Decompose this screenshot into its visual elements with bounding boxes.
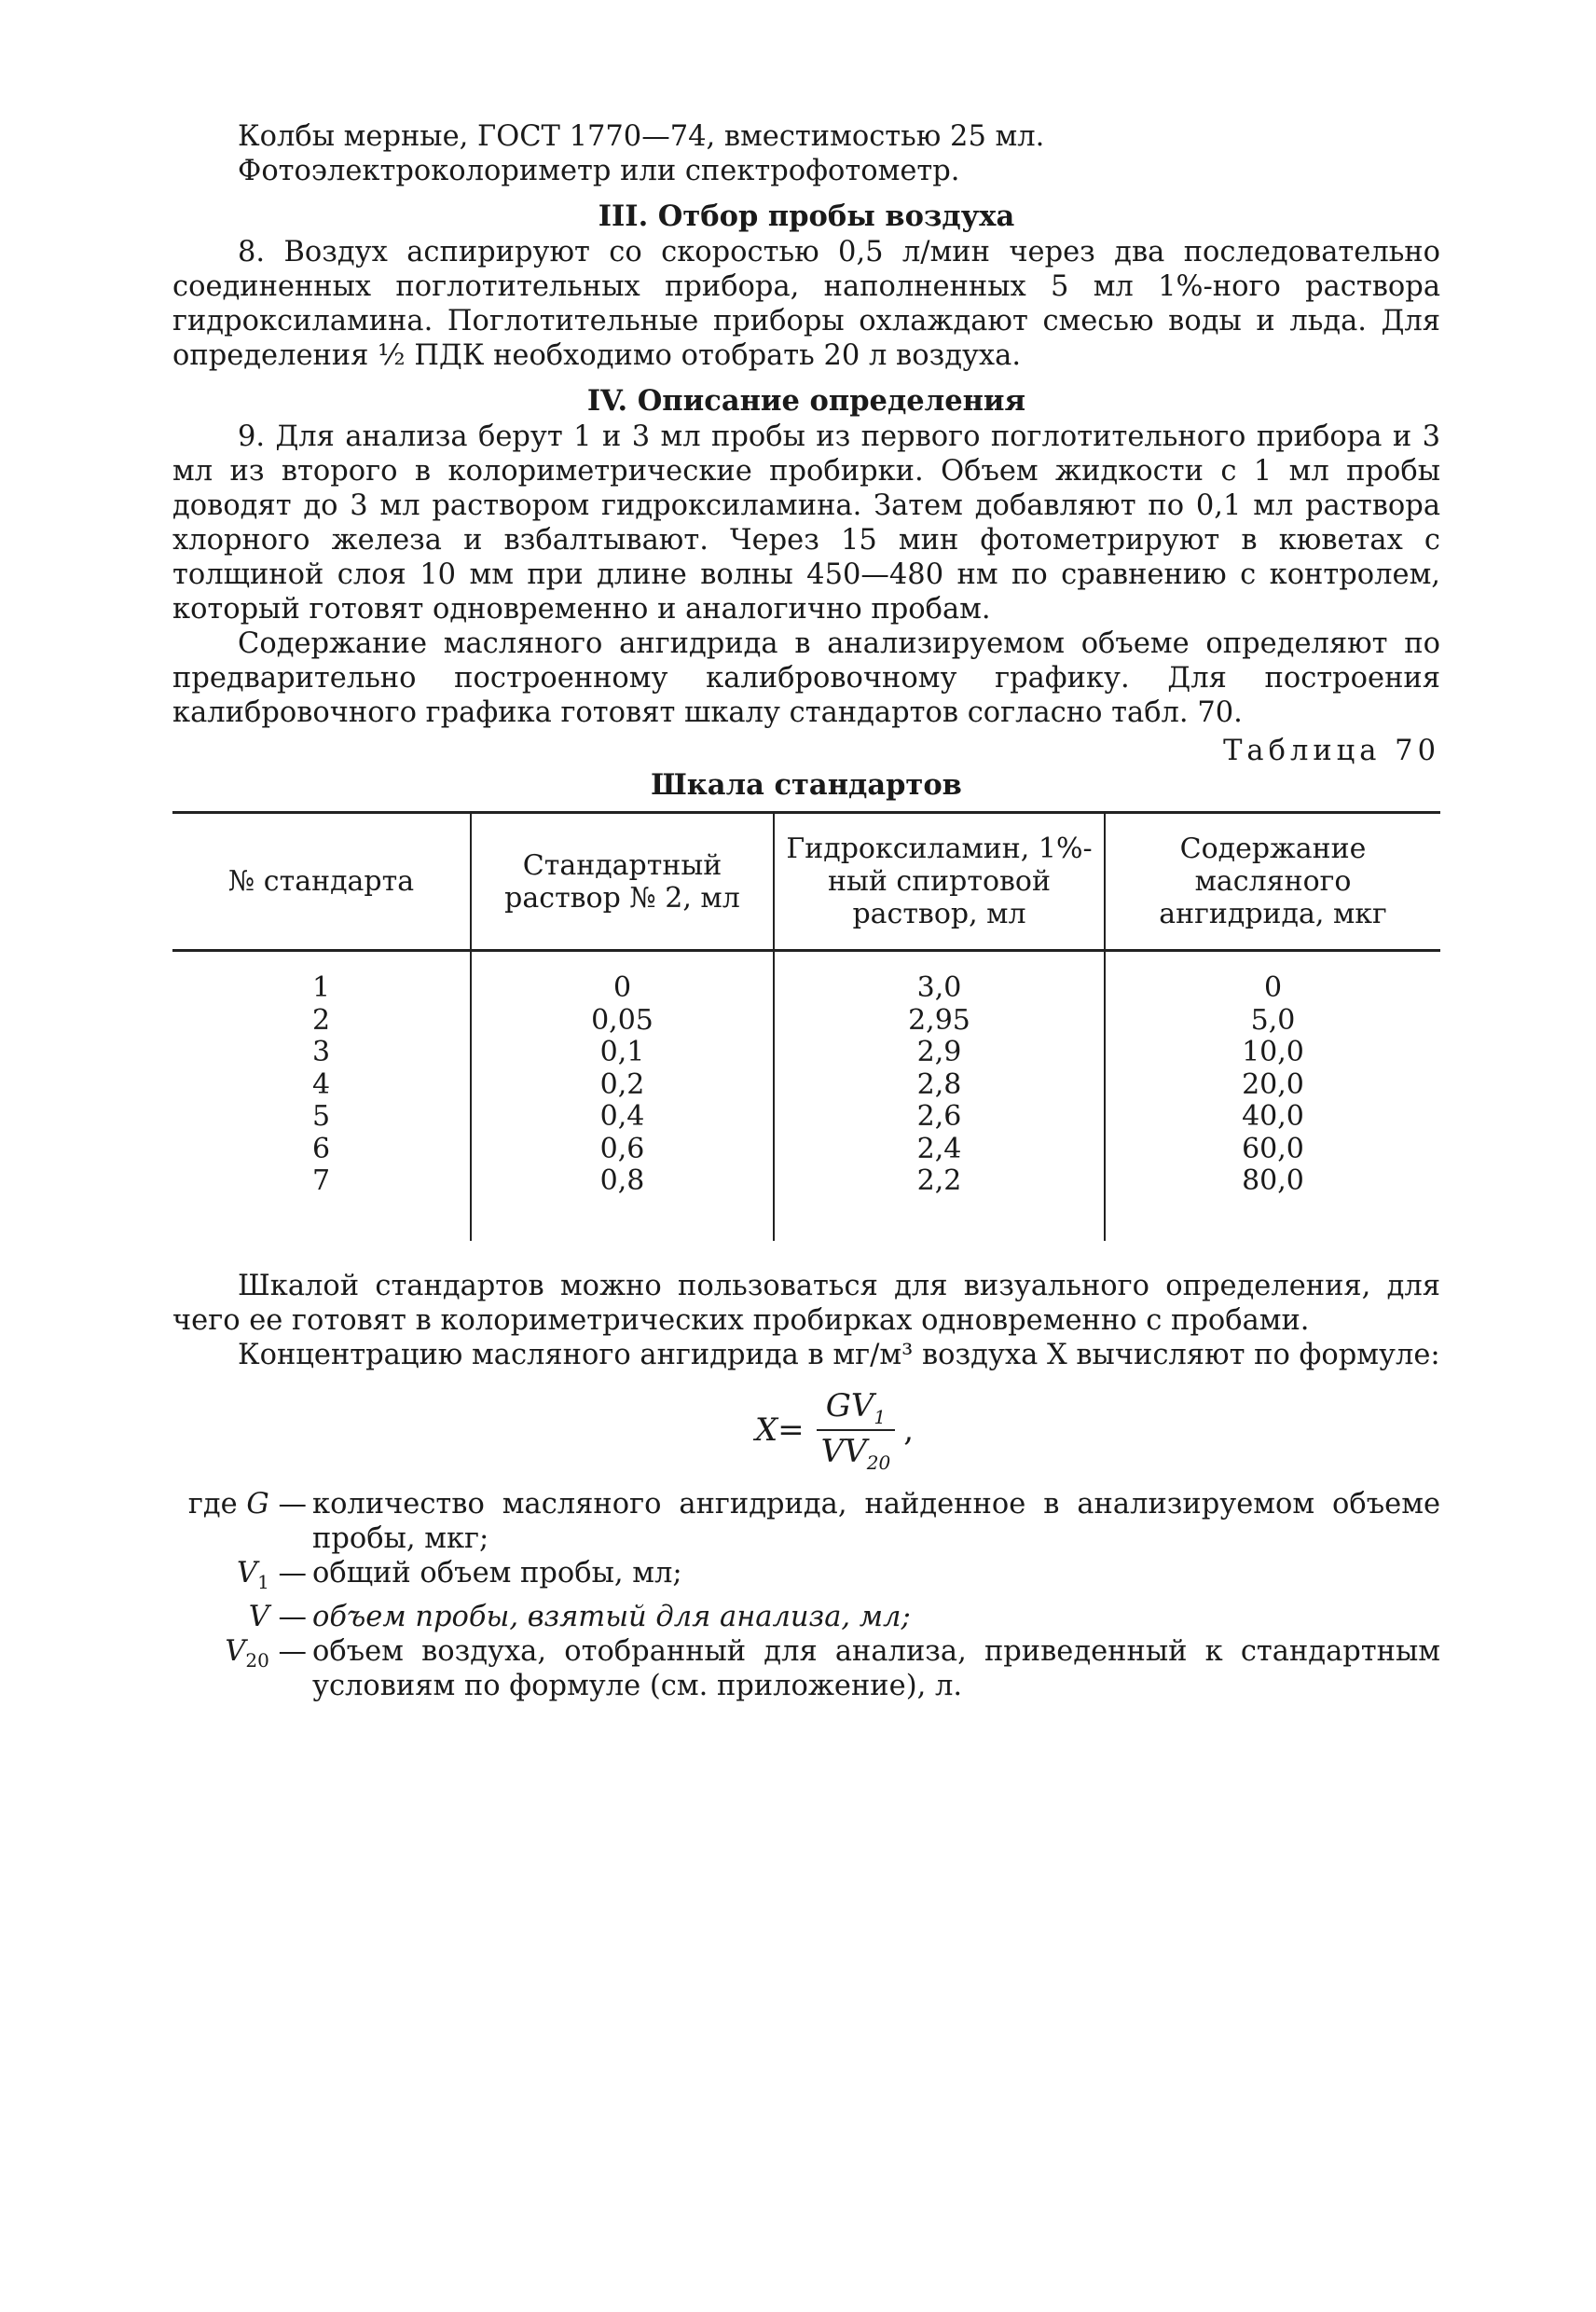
table-cell: 2,2	[916, 1164, 962, 1197]
where-def-v: объем пробы, взятый для анализа, мл;	[312, 1601, 911, 1634]
where-def-v1: общий объем пробы, мл;	[312, 1557, 682, 1590]
formula	[228, 1387, 1440, 1475]
table-cell: 3	[311, 1036, 331, 1068]
table-number: Таблица 70	[1223, 735, 1440, 767]
where-term-v: V —	[248, 1601, 307, 1634]
column-anhydride-content	[1105, 951, 1440, 1241]
table-cell: 60,0	[1242, 1132, 1304, 1165]
table-cell: 40,0	[1242, 1100, 1304, 1133]
column-hydroxylamine	[774, 951, 1105, 1241]
where-term-v1: $V_1$ —	[237, 1557, 307, 1594]
table-cell: 0,8	[599, 1164, 645, 1197]
table-body-row	[172, 951, 1440, 1241]
paragraph-content: Содержание масляного ангидрида в анализируемом объеме определяют по предварительно построенному калибровочному графику. Для построения калибровочного графика готовят шкалу стандартов согласно табл. 70.	[172, 627, 1440, 729]
table-cell: 2,95	[908, 1003, 970, 1037]
table-cell: 10,0	[1242, 1036, 1304, 1068]
table-cell: 20,0	[1242, 1067, 1304, 1101]
equipment-line-1: Колбы мерные, ГОСТ 1770—74, вместимостью 25 мл.	[238, 120, 1045, 153]
where-def-v20: объем воздуха, отобранный для анализа, приведенный к стандартным условиям по формуле (см. приложение), л.	[312, 1635, 1440, 1703]
formula-numerator: $GV_1$	[817, 1387, 895, 1432]
where-def-g: количество масляного ангидрида, найденное в анализируемом объеме пробы, мкг;	[312, 1488, 1440, 1556]
formula-fraction	[812, 1387, 901, 1475]
column-standard-number	[172, 951, 471, 1241]
table-cell: 2,4	[916, 1132, 962, 1165]
paragraph-8: 8. Воздух аспирируют со скоростью 0,5 л/мин через два последовательно соединенных поглотительных прибора, наполненных 5 мл 1%-ного раствора гидроксиламина. Поглотительные приборы охлаждают смесью воды и льда. Для определения ½ ПДК необходимо отобрать 20 л воздуха.	[172, 236, 1440, 372]
table-cell: 0	[1263, 971, 1283, 1004]
standards-table	[172, 811, 1440, 1241]
where-term-g: где G —	[187, 1488, 307, 1521]
table-cell: 0,05	[591, 1003, 654, 1037]
table-cell: 0	[612, 971, 632, 1004]
table-cell: 2	[311, 1003, 331, 1037]
formula-denominator: $VV_{20}$	[820, 1433, 891, 1475]
equipment-line-2: Фотоэлектроколориметр или спектрофотометр.	[238, 155, 960, 187]
header-standard-number: № стандарта	[172, 813, 471, 951]
table-caption: Шкала стандартов	[651, 768, 962, 802]
header-anhydride-content: Содержание масляного ангидрида, мкг	[1105, 813, 1440, 951]
table-cell: 80,0	[1242, 1164, 1304, 1197]
paragraph-visual: Шкалой стандартов можно пользоваться для визуального определения, для чего ее готовят в колориметрических пробирках одновременно с пробами.	[172, 1269, 1440, 1337]
table-cell: 0,2	[599, 1067, 645, 1101]
table-cell: 4	[311, 1067, 331, 1101]
table-cell: 7	[311, 1164, 331, 1197]
formula-tail: ,	[903, 1411, 915, 1450]
section-3-title: III. Отбор пробы воздуха	[598, 200, 1015, 233]
table-cell: 2,6	[916, 1100, 962, 1133]
table-cell: 2,9	[916, 1036, 962, 1068]
paragraph-9: 9. Для анализа берут 1 и 3 мл пробы из первого поглотительного прибора и 3 мл из второго в колориметрические пробирки. Объем жидкости с 1 мл пробы доводят до 3 мл раствором гидроксиламина. Затем добавляют по 0,1 мл раствора хлорного железа и взбалтывают. Через 15 мин фотометрируют в кюветах с толщиной слоя 10 мм при длине волны 450—480 нм по сравнению с контролем, который готовят одновременно и аналогично пробам.	[172, 420, 1440, 626]
where-list	[172, 1487, 1440, 1703]
document-page	[172, 119, 1440, 1703]
table-cell: 0,4	[599, 1100, 645, 1133]
paragraph-concentration: Концентрацию масляного ангидрида в мг/м³ воздуха X вычисляют по формуле:	[238, 1338, 1440, 1371]
table-header-row	[172, 813, 1440, 951]
table-cell: 5,0	[1250, 1003, 1296, 1037]
header-standard-solution: Стандартный раствор № 2, мл	[471, 813, 774, 951]
formula-lhs: X=	[754, 1411, 805, 1450]
table-cell: 5	[311, 1100, 331, 1133]
table-cell: 2,8	[916, 1067, 962, 1101]
table-cell: 0,6	[599, 1132, 645, 1165]
header-hydroxylamine: Гидроксиламин, 1%-ный спиртовой раствор, мл	[774, 813, 1105, 951]
table-cell: 1	[311, 971, 331, 1004]
where-term-v20: $V_{20}$ —	[225, 1635, 307, 1672]
column-standard-solution	[471, 951, 774, 1241]
table-cell: 6	[311, 1132, 331, 1165]
table-cell: 3,0	[916, 971, 962, 1004]
table-cell: 0,1	[599, 1036, 645, 1068]
section-4-title: IV. Описание определения	[586, 384, 1026, 418]
